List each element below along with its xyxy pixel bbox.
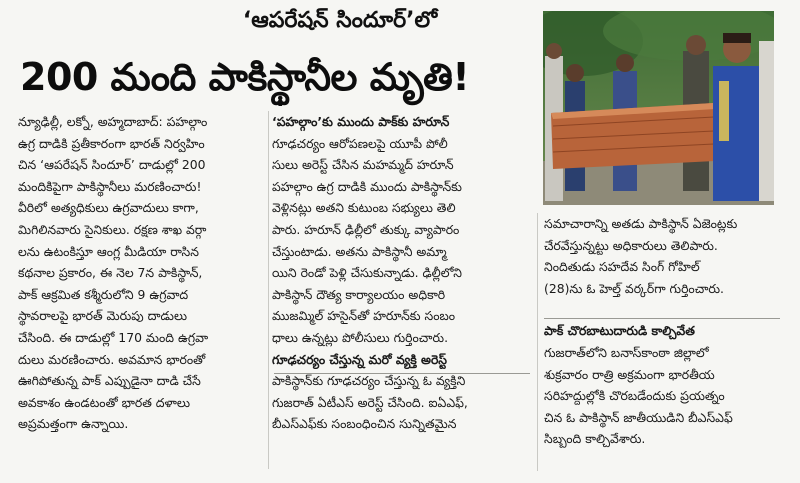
subheading: ‘పహల్గాం’కు ముందు పాక్‌కు హరూన్	[272, 114, 450, 129]
body-line: శుక్రవారం రాత్రి అక్రమంగా భారతీయ	[544, 366, 715, 382]
body-line: ధాలు ఉన్నట్లు పోలీసులు గుర్తించారు.	[272, 329, 449, 345]
body-line: ఊగిపోతున్న పాక్ ఎప్పుడైనా దాడి చేసే	[18, 373, 201, 389]
body-line: చిన ‘ఆపరేషన్ సిందూర్’ దాడుల్లో 200	[18, 157, 206, 173]
body-line: యిని రెండో పెళ్లి చేసుకున్నాడు. ఢిల్లీలోని	[272, 265, 462, 281]
body-line: కథనాల ప్రకారం, ఈ నెల 7న పాకిస్థాన్,	[18, 265, 203, 281]
article-headline: 200 మంది పాకిస్థానీల మృతి!	[20, 55, 470, 99]
body-line: గూఢచర్యం ఆరోపణలపై యూపీ పోలీ	[272, 135, 448, 151]
subheading: గూఢచర్యం చేస్తున్న మరో వ్యక్తి అరెస్ట్	[272, 351, 447, 367]
body-line: చేసింది. ఈ దాడుల్లో 170 మంది ఉగ్రవా	[18, 329, 209, 345]
column-divider	[268, 111, 269, 469]
body-line: గుజరాత్ ఏటీఎస్ అరెస్ట్ చేసింది. ఐఏఎఫ్,	[272, 394, 468, 410]
body-line: అప్రమత్తంగా ఉన్నాయి.	[18, 416, 129, 432]
body-line: లను ఉటంకిస్తూ ఆంగ్ల మీడియా రాసిన	[18, 243, 199, 259]
body-line: పాకిస్థాన్‌కు గూఢచర్యం చేస్తున్న ఓ వ్యక్తిని	[272, 373, 466, 389]
body-line: ఉగ్ర దాడికి ప్రతీకారంగా భారత్ నిర్వహిం	[18, 135, 205, 151]
body-line: పాక్ ఆక్రమిత కశ్మీరులోని 9 ఉగ్రవాద	[18, 286, 189, 302]
body-line: ముజమ్మిల్ హసైన్‌తో హరూన్‌కు సంబం	[272, 308, 456, 324]
body-line: పారు. హరూన్ ఢిల్లీలో తుక్కు వ్యాపారం	[272, 221, 460, 237]
news-photo	[543, 11, 774, 205]
spacer	[544, 299, 784, 320]
body-line: చిన ఓ పాకిస్థాన్ జాతీయుడిని బీఎస్ఎఫ్	[544, 409, 733, 425]
body-line: (28)ను ఓ హెల్త్ వర్కర్‌గా గుర్తించారు.	[544, 280, 724, 296]
body-line: సులు అరెస్ట్ చేసిన మహమ్మద్ హరూన్	[272, 157, 454, 173]
column-divider	[537, 213, 538, 471]
subheading: పాక్ చొరబాటుదారుడి కాల్చివేత	[544, 323, 695, 339]
body-line: అవకాశం ఉండటంతో భారత దళాలు	[18, 394, 190, 410]
article-column-2	[272, 111, 532, 471]
body-line: చేస్తుంటాడు. అతను పాకిస్థానీ అమ్మా	[272, 243, 447, 259]
body-line: న్యూఢిల్లీ, లక్నో, అహ్మదాబాద్: పహల్గాం	[18, 114, 208, 129]
body-line: సమాచారాన్ని అతడు పాకిస్థాన్ ఏజెంట్లకు	[544, 216, 738, 231]
body-line: మందికిపైగా పాకిస్థానీలు మరణించారు!	[18, 178, 202, 194]
body-line: దులు మరణించారు. అవమాన భారంతో	[18, 351, 206, 367]
body-line: బీఎస్ఎఫ్‌కు సంబంధించిన సున్నితమైన	[272, 416, 457, 432]
article-column-3	[544, 213, 784, 475]
body-line: వెళ్లినట్లు అతని కుటుంబ సభ్యులు తెలి	[272, 200, 456, 216]
body-line: పహల్గాం ఉగ్ర దాడికి ముందు పాకిస్థాన్‌కు	[272, 178, 462, 194]
body-line: వీరిలో అత్యధికులు ఉగ్రవాదులు కాగా,	[18, 200, 199, 216]
body-line: చేరవేస్తున్నట్టు అధికారులు తెలిపారు.	[544, 237, 718, 253]
body-line: సరిహద్దుల్లోకి చొరబడేందుకు ప్రయత్నం	[544, 388, 725, 404]
body-line: సిబ్బంది కాల్చివేశారు.	[544, 431, 646, 447]
body-line: గుజరాత్‌లోని బనాస్‌కాంఠా జిల్లాలో	[544, 344, 709, 360]
article-column-1	[18, 111, 268, 471]
body-line: పాకిస్థాన్ దౌత్య కార్యాలయం అధికారి	[272, 286, 446, 302]
article-kicker: ‘ఆపరేషన్ సిందూర్’లో	[242, 8, 438, 33]
body-line: మిగిలినవారు సైనికులు. రక్షణ శాఖ వర్గా	[18, 221, 207, 237]
body-line: నిందితుడు సహదేవ సింగ్ గోహిల్	[544, 259, 700, 275]
body-line: స్థావరాలపై భారత్ మెరుపు దాడులు	[18, 308, 188, 324]
